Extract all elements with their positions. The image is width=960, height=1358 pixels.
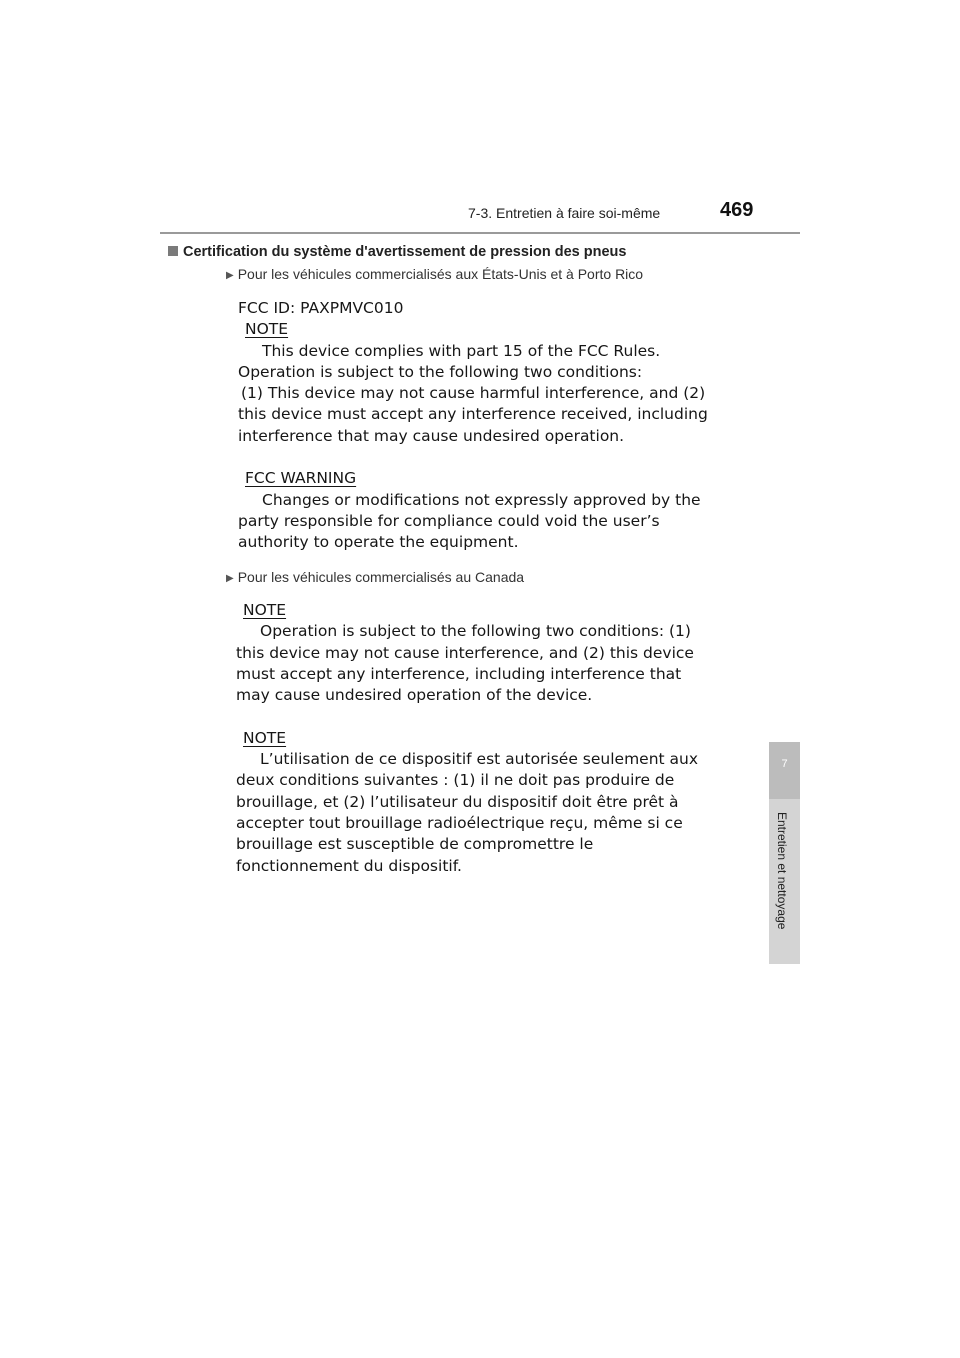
fcc-warning-title: FCC WARNING bbox=[245, 469, 357, 488]
note-line: fonctionnement du dispositif. bbox=[236, 856, 462, 875]
section-heading bbox=[168, 244, 626, 260]
note-line: Operation is subject to the following two conditions: bbox=[238, 362, 643, 381]
triangle-bullet-icon: ▶ bbox=[226, 270, 234, 281]
note-line: L’utilisation de ce dispositif est autorisée seulement aux bbox=[260, 750, 699, 769]
square-bullet-icon bbox=[168, 246, 178, 256]
list-item-us-label: Pour les véhicules commercialisés aux États-Unis et à Porto Rico bbox=[237, 266, 644, 282]
list-item-us bbox=[226, 266, 643, 282]
note-line: deux conditions suivantes : (1) il ne doit pas produire de bbox=[236, 771, 675, 790]
note-line: interference that may cause undesired operation. bbox=[238, 426, 625, 445]
fcc-us-block bbox=[238, 298, 708, 554]
page-number: 469 bbox=[720, 199, 754, 221]
fcc-id: FCC ID: PAXPMVC010 bbox=[238, 299, 404, 317]
note-line: brouillage, et (2) l’utilisateur du dispositif doit être prêt à bbox=[236, 792, 679, 811]
header-rule bbox=[160, 232, 800, 234]
note-line: Operation is subject to the following two conditions: (1) bbox=[260, 622, 691, 641]
chapter-number: 7 bbox=[781, 758, 788, 770]
note-title: NOTE bbox=[243, 728, 287, 747]
note-line: (1) This device may not cause harmful interference, and (2) bbox=[241, 384, 706, 403]
section-heading-text: Certification du système d'avertissement de pression des pneus bbox=[183, 244, 627, 260]
note-line: brouillage est susceptible de compromettre le bbox=[236, 835, 594, 854]
warning-line: Changes or modifications not expressly approved by the bbox=[262, 490, 701, 509]
list-item-canada-label: Pour les véhicules commercialisés au Canada bbox=[237, 569, 525, 585]
note-line: must accept any interference, including interference that bbox=[236, 664, 682, 683]
note-title: NOTE bbox=[243, 601, 287, 619]
triangle-bullet-icon: ▶ bbox=[226, 573, 234, 584]
note-line: this device may not cause interference, and (2) this device bbox=[236, 643, 694, 662]
note-line: this device must accept any interference received, including bbox=[238, 405, 708, 424]
note-line: accepter tout brouillage radioélectrique reçu, même si ce bbox=[236, 813, 683, 832]
list-item-canada bbox=[226, 569, 524, 585]
chapter-tab bbox=[769, 742, 800, 799]
running-header-section: 7-3. Entretien à faire soi-même bbox=[468, 205, 661, 221]
note-line: may cause undesired operation of the device. bbox=[236, 686, 593, 705]
note-line: This device complies with part 15 of the FCC Rules. bbox=[262, 341, 661, 360]
chapter-title: Entretien et nettoyage bbox=[775, 812, 789, 930]
note-title: NOTE bbox=[245, 320, 289, 339]
warning-line: authority to operate the equipment. bbox=[238, 533, 519, 552]
fcc-canada-block bbox=[236, 600, 698, 877]
warning-line: party responsible for compliance could void the user’s bbox=[238, 511, 660, 530]
